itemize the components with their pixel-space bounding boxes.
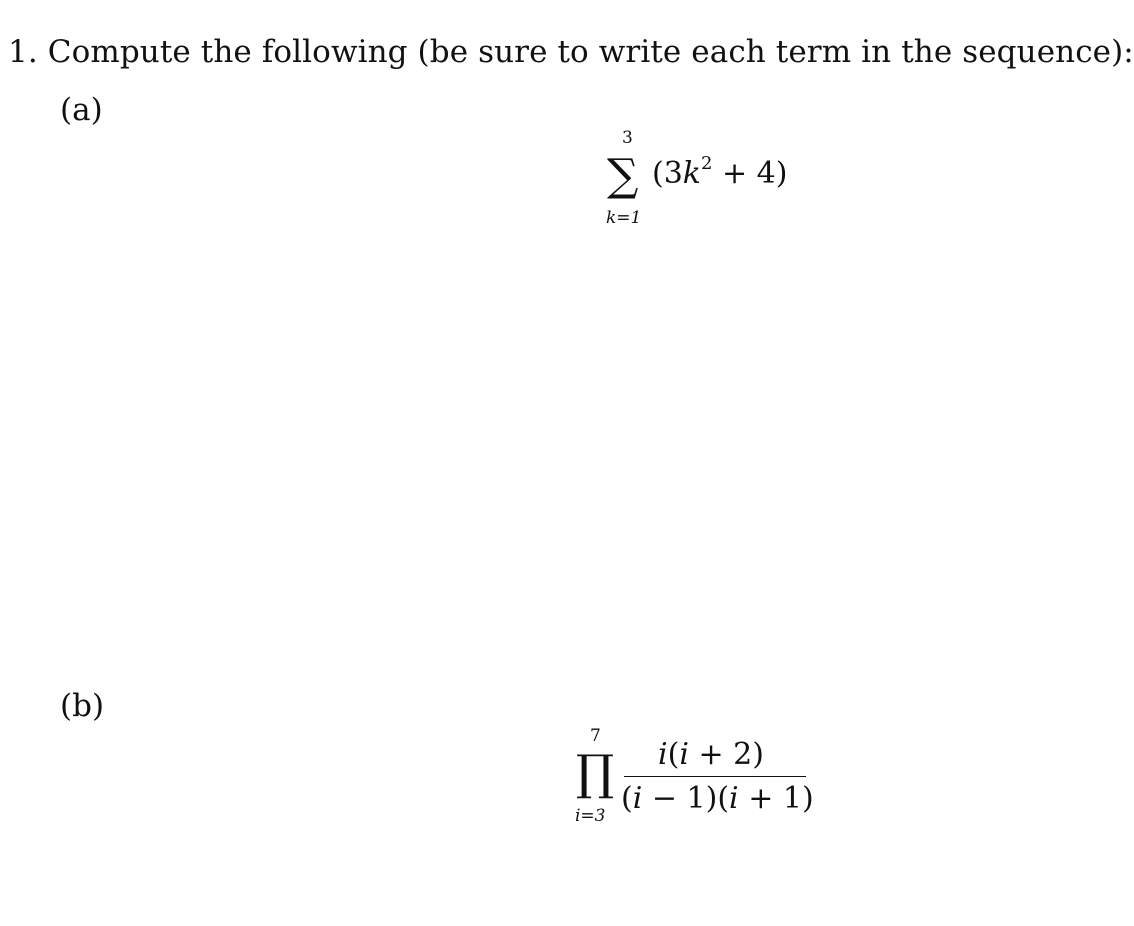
denominator-end: + 1) xyxy=(738,781,814,816)
problem-statement xyxy=(8,34,1134,70)
numerator-var: i xyxy=(658,737,668,772)
problem-number: 1. xyxy=(8,34,38,70)
denominator-var1: i xyxy=(632,781,643,816)
fraction-bar xyxy=(624,776,806,777)
sum-expr-exponent: 2 xyxy=(700,153,713,174)
product-upper-limit: 7 xyxy=(590,726,601,746)
denominator-mid: − 1)( xyxy=(642,781,730,816)
sum-expr-open: (3 xyxy=(652,156,683,191)
denominator-var2: i xyxy=(729,781,739,816)
denominator-open: ( xyxy=(621,781,633,816)
sum-lower-limit: k=1 xyxy=(606,208,642,228)
problem-text: Compute the following (be sure to write each term in the sequence): xyxy=(47,34,1134,70)
product-lower-limit: i=3 xyxy=(575,806,606,826)
fraction-denominator xyxy=(621,781,814,816)
fraction-numerator xyxy=(658,737,764,772)
summation-symbol: ∑ xyxy=(607,150,639,201)
sum-upper-limit: 3 xyxy=(622,128,633,148)
sum-expr-var: k xyxy=(682,156,701,191)
numerator-var2: i xyxy=(679,737,689,772)
summation-expression xyxy=(652,153,788,191)
part-a-label: (a) xyxy=(60,92,103,128)
sum-expr-rest: + 4) xyxy=(712,156,788,191)
numerator-open: ( xyxy=(667,737,680,772)
part-b-label: (b) xyxy=(60,688,105,724)
product-symbol: ∏ xyxy=(576,745,615,801)
numerator-rest: + 2) xyxy=(688,737,764,772)
